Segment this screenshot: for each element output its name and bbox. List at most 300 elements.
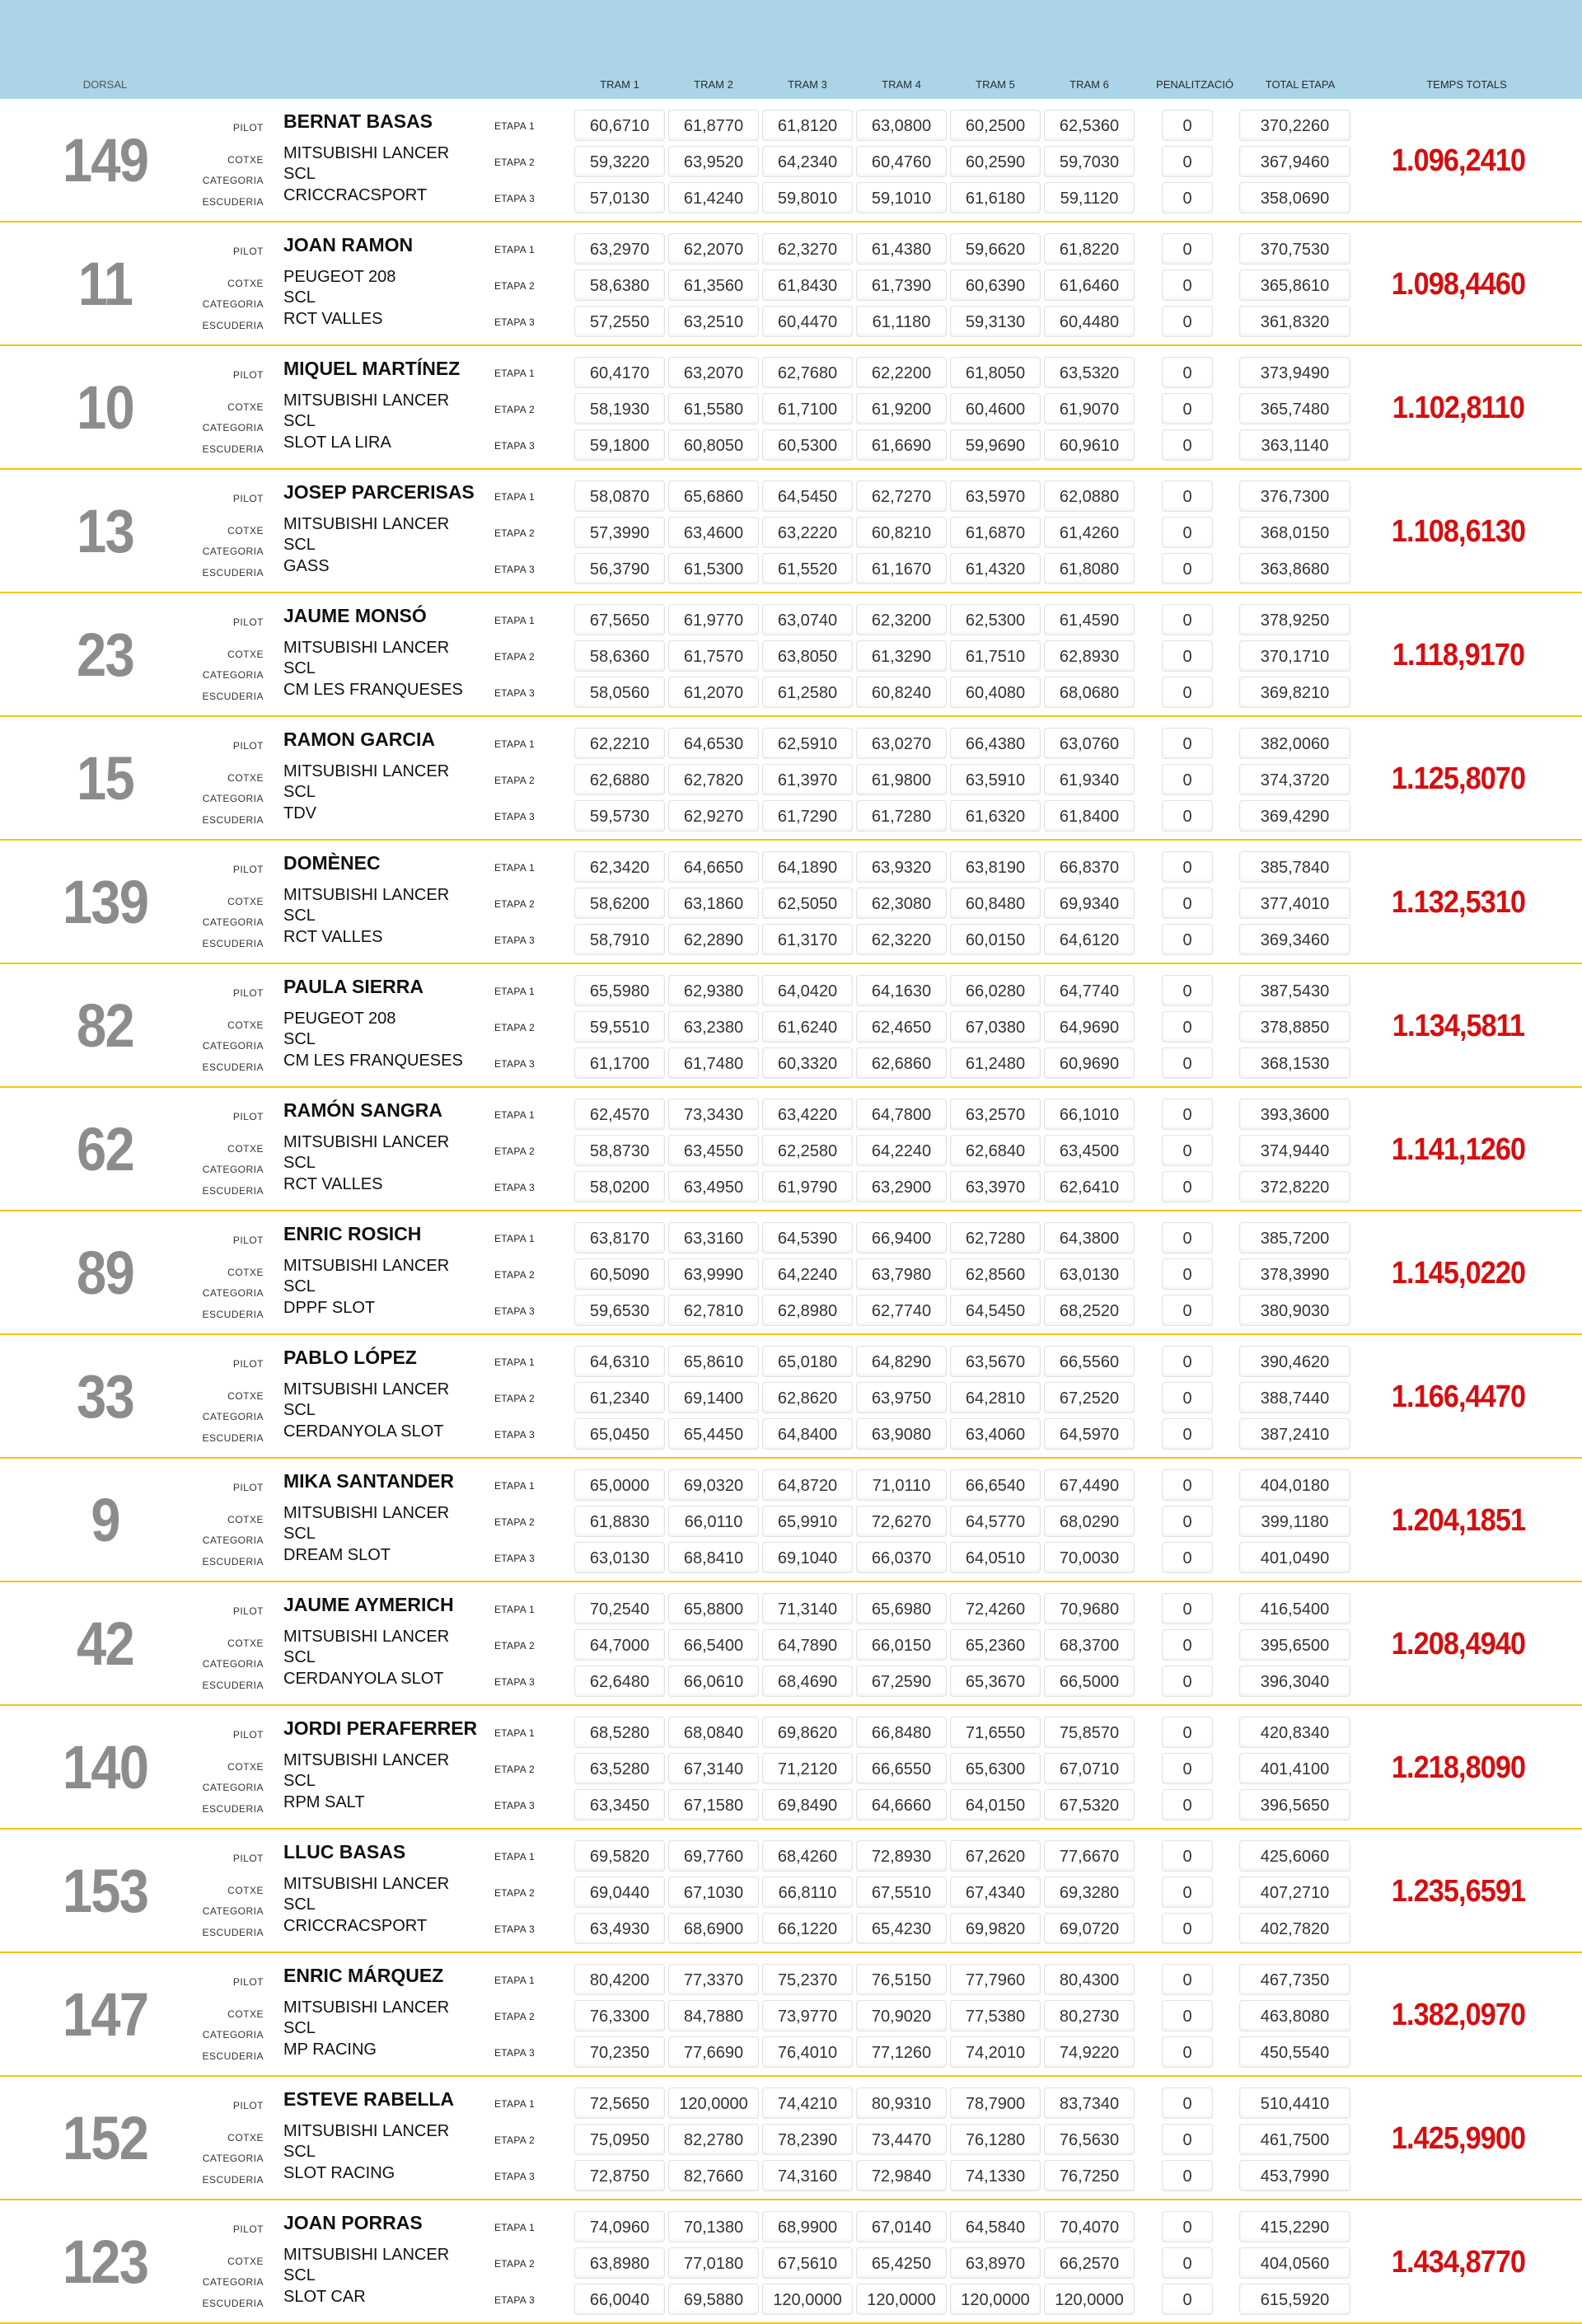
result-row [0, 1459, 1582, 1582]
tram-time-cell: 63,5320 [1044, 357, 1135, 388]
dorsal-number: 42 [77, 1609, 133, 1678]
tram-time-cell: 63,5670 [950, 1346, 1041, 1377]
tram-time-cell: 59,6530 [574, 1295, 665, 1326]
tram-time-cell: 63,9520 [668, 146, 759, 177]
tram-time-cell: 68,6900 [668, 1913, 759, 1944]
escuderia-value: SLOT RACING [283, 2164, 396, 2182]
tram-time-cell: 61,5520 [762, 553, 853, 584]
tram-time-cell: 58,0870 [574, 480, 665, 512]
tram-time-cell: 68,4690 [762, 1666, 853, 1697]
penalty-cell: 0 [1162, 1717, 1213, 1748]
tram-time-cell: 72,4260 [950, 1593, 1041, 1624]
tram-time-cell: 60,0150 [950, 924, 1041, 955]
tram-time-cell: 68,9900 [762, 2211, 853, 2242]
tram-time-cell: 63,2380 [668, 1011, 759, 1043]
pilot-label: PILOT [232, 616, 264, 628]
categoria-value: SCL [283, 659, 316, 677]
pilot-value: ENRIC ROSICH [283, 1223, 422, 1244]
escuderia-label: ESCUDERIA [202, 1556, 264, 1567]
tram-time-cell: 64,5770 [950, 1506, 1041, 1537]
escuderia-label: ESCUDERIA [202, 2298, 264, 2309]
penalty-cell: 0 [1162, 1789, 1213, 1820]
tram-time-cell: 69,9340 [1044, 888, 1135, 919]
pilot-value: BERNAT BASAS [283, 110, 433, 132]
categoria-value: SCL [283, 1154, 316, 1172]
etapa-total-cell: 425,6060 [1239, 1840, 1350, 1872]
tram-time-cell: 62,3200 [856, 604, 947, 635]
tram-time-cell: 66,0110 [668, 1506, 759, 1537]
categoria-label: CATEGORIA [202, 669, 264, 681]
tram-time-cell: 80,4200 [574, 1964, 665, 1995]
tram-time-cell: 62,6840 [950, 1135, 1041, 1166]
tram-time-cell: 61,9070 [1044, 393, 1135, 424]
categoria-value: SCL [283, 1277, 316, 1296]
cotxe-value: MITSUBISHI LANCER [283, 2122, 450, 2140]
tram-time-cell: 80,9310 [856, 2087, 947, 2119]
penalty-cell: 0 [1162, 1222, 1213, 1253]
escuderia-label: ESCUDERIA [202, 2174, 264, 2186]
dorsal-number: 23 [77, 621, 133, 689]
tram-time-cell: 64,5970 [1044, 1418, 1135, 1450]
tram-time-cell: 61,7280 [856, 800, 947, 832]
pilot-label: PILOT [232, 1235, 264, 1246]
temps-total: 1.434,8770 [1391, 2245, 1526, 2279]
categoria-value: SCL [283, 2266, 316, 2284]
tram-time-cell: 66,8110 [762, 1877, 853, 1908]
tram-time-cell: 62,4650 [856, 1011, 947, 1043]
pilot-label: PILOT [232, 1605, 264, 1617]
categoria-value: SCL [283, 412, 316, 430]
categoria-value: SCL [283, 1401, 316, 1419]
result-row [0, 1953, 1582, 2077]
tram-time-cell: 61,8220 [1044, 233, 1135, 265]
dorsal-number: 33 [77, 1362, 133, 1431]
categoria-value: SCL [283, 1895, 316, 1914]
tram-time-cell: 62,2580 [762, 1135, 853, 1166]
escuderia-label: ESCUDERIA [202, 1309, 264, 1320]
tram-time-cell: 65,2360 [950, 1629, 1041, 1661]
etapa-label: ETAPA 3 [494, 564, 536, 575]
etapa-label: ETAPA 2 [494, 1764, 536, 1775]
etapa-label: ETAPA 3 [494, 1429, 536, 1441]
tram-time-cell: 66,6540 [950, 1469, 1041, 1501]
etapa-label: ETAPA 1 [494, 1109, 536, 1121]
tram-time-cell: 64,8400 [762, 1418, 853, 1450]
header-dorsal: DORSAL [82, 78, 128, 91]
tram-time-cell: 68,3700 [1044, 1629, 1135, 1661]
etapa-label: ETAPA 1 [494, 1604, 536, 1615]
penalty-cell: 0 [1162, 1506, 1213, 1537]
tram-time-cell: 60,4760 [856, 146, 947, 177]
tram-time-cell: 61,3970 [762, 764, 853, 795]
tram-time-cell: 69,9820 [950, 1913, 1041, 1944]
penalty-cell: 0 [1162, 2211, 1213, 2242]
tram-time-cell: 70,2540 [574, 1593, 665, 1624]
tram-time-cell: 61,8770 [668, 110, 759, 141]
tram-time-cell: 61,8400 [1044, 800, 1135, 832]
tram-time-cell: 61,7390 [856, 269, 947, 301]
escuderia-label: ESCUDERIA [202, 443, 264, 455]
etapa-total-cell: 510,4410 [1239, 2087, 1350, 2119]
escuderia-label: ESCUDERIA [202, 196, 264, 208]
tram-time-cell: 60,4080 [950, 677, 1041, 708]
categoria-value: SCL [283, 1648, 316, 1666]
tram-time-cell: 63,0740 [762, 604, 853, 635]
tram-time-cell: 62,2070 [668, 233, 759, 265]
etapa-label: ETAPA 2 [494, 1146, 536, 1157]
etapa-total-cell: 374,3720 [1239, 764, 1350, 795]
tram-time-cell: 73,4470 [856, 2124, 947, 2155]
tram-time-cell: 62,3270 [762, 233, 853, 265]
penalty-cell: 0 [1162, 1840, 1213, 1872]
categoria-label: CATEGORIA [202, 175, 264, 186]
pilot-value: ENRIC MÁRQUEZ [283, 1965, 444, 1986]
cotxe-value: MITSUBISHI LANCER [283, 1504, 450, 1522]
etapa-label: ETAPA 2 [494, 1887, 536, 1899]
etapa-total-cell: 369,4290 [1239, 800, 1350, 832]
cotxe-value: MITSUBISHI LANCER [283, 1628, 450, 1646]
pilot-value: JAUME AYMERICH [283, 1594, 454, 1615]
cotxe-value: MITSUBISHI LANCER [283, 2246, 450, 2264]
tram-time-cell: 65,6300 [950, 1753, 1041, 1784]
tram-time-cell: 71,6550 [950, 1717, 1041, 1748]
penalty-cell: 0 [1162, 517, 1213, 548]
penalty-cell: 0 [1162, 924, 1213, 955]
escuderia-value: CRICCRACSPORT [283, 1917, 428, 1935]
escuderia-label: ESCUDERIA [202, 1927, 264, 1938]
tram-time-cell: 63,0130 [1044, 1258, 1135, 1290]
tram-time-cell: 62,8980 [762, 1295, 853, 1326]
dorsal-number: 153 [62, 1857, 148, 1925]
etapa-label: ETAPA 2 [494, 1516, 536, 1528]
tram-time-cell: 65,0000 [574, 1469, 665, 1501]
categoria-value: SCL [283, 2143, 316, 2161]
categoria-label: CATEGORIA [202, 298, 264, 310]
etapa-total-cell: 369,3460 [1239, 924, 1350, 955]
tram-time-cell: 76,1280 [950, 2124, 1041, 2155]
tram-time-cell: 68,5280 [574, 1717, 665, 1748]
tram-time-cell: 76,7250 [1044, 2160, 1135, 2191]
etapa-label: ETAPA 3 [494, 2294, 536, 2306]
tram-time-cell: 77,7960 [950, 1964, 1041, 1995]
temps-total: 1.134,5811 [1392, 1009, 1525, 1043]
tram-time-cell: 76,3300 [574, 2000, 665, 2031]
etapa-label: ETAPA 2 [494, 775, 536, 786]
escuderia-value: RPM SALT [283, 1793, 365, 1811]
tram-time-cell: 76,4010 [762, 2036, 853, 2068]
result-row [0, 1582, 1582, 1706]
results-table [0, 99, 1582, 2324]
cotxe-label: COTXE [227, 401, 264, 413]
tram-time-cell: 63,4060 [950, 1418, 1041, 1450]
tram-time-cell: 67,2520 [1044, 1382, 1135, 1413]
penalty-cell: 0 [1162, 393, 1213, 424]
tram-time-cell: 64,3800 [1044, 1222, 1135, 1253]
tram-time-cell: 64,7740 [1044, 975, 1135, 1006]
categoria-label: CATEGORIA [202, 422, 264, 433]
header-penalitzacio: PENALITZACIÓ [1156, 78, 1233, 91]
temps-total: 1.098,4460 [1391, 267, 1526, 302]
escuderia-label: ESCUDERIA [202, 320, 264, 331]
pilot-value: JAUME MONSÓ [283, 605, 427, 626]
tram-time-cell: 71,2120 [762, 1753, 853, 1784]
pilot-label: PILOT [232, 1853, 264, 1864]
tram-time-cell: 64,2240 [762, 1258, 853, 1290]
tram-time-cell: 61,3290 [856, 640, 947, 672]
tram-time-cell: 59,5510 [574, 1011, 665, 1043]
tram-time-cell: 84,7880 [668, 2000, 759, 2031]
tram-time-cell: 63,2570 [950, 1099, 1041, 1130]
tram-time-cell: 60,3320 [762, 1047, 853, 1079]
tram-time-cell: 60,2590 [950, 146, 1041, 177]
cotxe-label: COTXE [227, 154, 264, 166]
penalty-cell: 0 [1162, 2124, 1213, 2155]
escuderia-value: RCT VALLES [283, 1175, 383, 1193]
etapa-total-cell: 376,7300 [1239, 480, 1350, 512]
tram-time-cell: 83,7340 [1044, 2087, 1135, 2119]
header-temps-totals: TEMPS TOTALS [1426, 78, 1507, 91]
tram-time-cell: 120,0000 [762, 2284, 853, 2315]
cotxe-value: MITSUBISHI LANCER [283, 762, 450, 780]
tram-time-cell: 62,7820 [668, 764, 759, 795]
temps-total: 1.235,6591 [1391, 1874, 1526, 1909]
tram-time-cell: 59,1800 [574, 429, 665, 461]
pilot-value: MIKA SANTANDER [283, 1470, 454, 1492]
tram-time-cell: 63,8050 [762, 640, 853, 672]
tram-time-cell: 61,6870 [950, 517, 1041, 548]
tram-time-cell: 62,2890 [668, 924, 759, 955]
tram-time-cell: 63,2220 [762, 517, 853, 548]
escuderia-value: GASS [283, 557, 330, 575]
penalty-cell: 0 [1162, 1913, 1213, 1944]
etapa-total-cell: 365,8610 [1239, 269, 1350, 301]
etapa-total-cell: 467,7350 [1239, 1964, 1350, 1995]
etapa-total-cell: 374,9440 [1239, 1135, 1350, 1166]
escuderia-label: ESCUDERIA [202, 1061, 264, 1073]
cotxe-label: COTXE [227, 1390, 264, 1402]
penalty-cell: 0 [1162, 2087, 1213, 2119]
temps-total: 1.102,8110 [1392, 391, 1525, 425]
tram-time-cell: 61,8050 [950, 357, 1041, 388]
tram-time-cell: 66,4380 [950, 728, 1041, 759]
cotxe-label: COTXE [227, 1885, 264, 1896]
etapa-label: ETAPA 3 [494, 811, 536, 822]
tram-time-cell: 66,0040 [574, 2284, 665, 2315]
etapa-label: ETAPA 3 [494, 440, 536, 452]
tram-time-cell: 74,4210 [762, 2087, 853, 2119]
etapa-total-cell: 401,4100 [1239, 1753, 1350, 1784]
tram-time-cell: 63,2070 [668, 357, 759, 388]
tram-time-cell: 66,5000 [1044, 1666, 1135, 1697]
tram-time-cell: 63,9080 [856, 1418, 947, 1450]
tram-time-cell: 64,2240 [856, 1135, 947, 1166]
temps-total: 1.118,9170 [1392, 638, 1525, 672]
etapa-total-cell: 369,8210 [1239, 677, 1350, 708]
tram-time-cell: 72,8930 [856, 1840, 947, 1872]
tram-time-cell: 67,0710 [1044, 1753, 1135, 1784]
tram-time-cell: 60,8240 [856, 677, 947, 708]
tram-time-cell: 61,8430 [762, 269, 853, 301]
penalty-cell: 0 [1162, 764, 1213, 795]
penalty-cell: 0 [1162, 233, 1213, 265]
categoria-label: CATEGORIA [202, 1040, 264, 1052]
etapa-total-cell: 407,2710 [1239, 1877, 1350, 1908]
tram-time-cell: 62,6860 [856, 1047, 947, 1079]
dorsal-number: 10 [77, 373, 133, 442]
categoria-value: SCL [283, 1772, 316, 1790]
tram-time-cell: 63,4220 [762, 1099, 853, 1130]
tram-time-cell: 66,8370 [1044, 851, 1135, 883]
tram-time-cell: 69,7760 [668, 1840, 759, 1872]
tram-time-cell: 62,6480 [574, 1666, 665, 1697]
pilot-label: PILOT [232, 1111, 264, 1122]
tram-time-cell: 77,6690 [668, 2036, 759, 2068]
etapa-total-cell: 453,7990 [1239, 2160, 1350, 2191]
tram-time-cell: 63,5970 [950, 480, 1041, 512]
escuderia-label: ESCUDERIA [202, 814, 264, 826]
penalty-cell: 0 [1162, 728, 1213, 759]
tram-time-cell: 66,5400 [668, 1629, 759, 1661]
penalty-cell: 0 [1162, 1011, 1213, 1043]
tram-time-cell: 61,6320 [950, 800, 1041, 832]
tram-time-cell: 72,5650 [574, 2087, 665, 2119]
etapa-label: ETAPA 3 [494, 2047, 536, 2059]
tram-time-cell: 64,7800 [856, 1099, 947, 1130]
header-tram-5: TRAM 5 [976, 78, 1015, 91]
tram-time-cell: 67,2620 [950, 1840, 1041, 1872]
etapa-label: ETAPA 1 [494, 2098, 536, 2110]
cotxe-value: MITSUBISHI LANCER [283, 144, 450, 162]
tram-time-cell: 60,9690 [1044, 1047, 1135, 1079]
tram-time-cell: 65,0180 [762, 1346, 853, 1377]
tram-time-cell: 59,3130 [950, 306, 1041, 337]
tram-time-cell: 63,9750 [856, 1382, 947, 1413]
etapa-total-cell: 363,1140 [1239, 429, 1350, 461]
penalty-cell: 0 [1162, 800, 1213, 832]
etapa-total-cell: 401,0490 [1239, 1542, 1350, 1573]
tram-time-cell: 63,8980 [574, 2247, 665, 2279]
penalty-cell: 0 [1162, 553, 1213, 584]
result-row [0, 99, 1582, 223]
pilot-value: LLUC BASAS [283, 1841, 406, 1862]
escuderia-label: ESCUDERIA [202, 1185, 264, 1197]
penalty-cell: 0 [1162, 1629, 1213, 1661]
categoria-value: SCL [283, 1030, 316, 1048]
etapa-label: ETAPA 1 [494, 1356, 536, 1368]
tram-time-cell: 63,4600 [668, 517, 759, 548]
etapa-total-cell: 382,0060 [1239, 728, 1350, 759]
tram-time-cell: 59,6620 [950, 233, 1041, 265]
cotxe-label: COTXE [227, 2256, 264, 2267]
etapa-label: ETAPA 1 [494, 862, 536, 874]
tram-time-cell: 62,3220 [856, 924, 947, 955]
etapa-total-cell: 378,9250 [1239, 604, 1350, 635]
result-row [0, 1335, 1582, 1459]
tram-time-cell: 61,7100 [762, 393, 853, 424]
tram-time-cell: 62,7740 [856, 1295, 947, 1326]
cotxe-label: COTXE [227, 2008, 264, 2020]
penalty-cell: 0 [1162, 429, 1213, 461]
categoria-label: CATEGORIA [202, 916, 264, 928]
tram-time-cell: 66,0150 [856, 1629, 947, 1661]
cotxe-value: MITSUBISHI LANCER [283, 1380, 450, 1399]
cotxe-value: MITSUBISHI LANCER [283, 1133, 450, 1151]
tram-time-cell: 64,6650 [668, 851, 759, 883]
etapa-label: ETAPA 1 [494, 244, 536, 255]
tram-time-cell: 63,2510 [668, 306, 759, 337]
categoria-value: SCL [283, 288, 316, 307]
tram-time-cell: 72,6270 [856, 1506, 947, 1537]
tram-time-cell: 60,8480 [950, 888, 1041, 919]
tram-time-cell: 120,0000 [1044, 2284, 1135, 2315]
etapa-label: ETAPA 1 [494, 368, 536, 379]
header-tram-1: TRAM 1 [600, 78, 639, 91]
tram-time-cell: 64,8720 [762, 1469, 853, 1501]
pilot-value: JOSEP PARCERISAS [283, 481, 475, 503]
tram-time-cell: 59,1120 [1044, 182, 1135, 213]
tram-time-cell: 63,4950 [668, 1171, 759, 1202]
pilot-label: PILOT [232, 2100, 264, 2111]
tram-time-cell: 64,2340 [762, 146, 853, 177]
tram-time-cell: 61,6690 [856, 429, 947, 461]
penalty-cell: 0 [1162, 182, 1213, 213]
categoria-label: CATEGORIA [202, 793, 264, 804]
tram-time-cell: 68,0680 [1044, 677, 1135, 708]
pilot-value: MIQUEL MARTÍNEZ [283, 358, 461, 379]
penalty-cell: 0 [1162, 1171, 1213, 1202]
dorsal-number: 147 [62, 1980, 148, 2049]
penalty-cell: 0 [1162, 1382, 1213, 1413]
penalty-cell: 0 [1162, 1542, 1213, 1573]
tram-time-cell: 63,3450 [574, 1789, 665, 1820]
tram-time-cell: 64,2810 [950, 1382, 1041, 1413]
tram-time-cell: 62,4570 [574, 1099, 665, 1130]
tram-time-cell: 77,5380 [950, 2000, 1041, 2031]
tram-time-cell: 64,1890 [762, 851, 853, 883]
result-row [0, 470, 1582, 593]
tram-time-cell: 60,4480 [1044, 306, 1135, 337]
dorsal-number: 152 [62, 2104, 148, 2172]
tram-time-cell: 61,5300 [668, 553, 759, 584]
tram-time-cell: 66,1220 [762, 1913, 853, 1944]
tram-time-cell: 61,6240 [762, 1011, 853, 1043]
cotxe-label: COTXE [227, 896, 264, 907]
tram-time-cell: 65,0450 [574, 1418, 665, 1450]
pilot-value: JOAN PORRAS [283, 2212, 423, 2233]
header-tram-2: TRAM 2 [694, 78, 733, 91]
tram-time-cell: 67,5650 [574, 604, 665, 635]
categoria-label: CATEGORIA [202, 1782, 264, 1793]
tram-time-cell: 62,6410 [1044, 1171, 1135, 1202]
tram-time-cell: 59,1010 [856, 182, 947, 213]
cotxe-label: COTXE [227, 2132, 264, 2144]
tram-time-cell: 58,6360 [574, 640, 665, 672]
pilot-label: PILOT [232, 246, 264, 257]
penalty-cell: 0 [1162, 888, 1213, 919]
cotxe-value: MITSUBISHI LANCER [283, 1751, 450, 1769]
etapa-total-cell: 390,4620 [1239, 1346, 1350, 1377]
tram-time-cell: 77,0180 [668, 2247, 759, 2279]
penalty-cell: 0 [1162, 851, 1213, 883]
tram-time-cell: 68,0290 [1044, 1506, 1135, 1537]
tram-time-cell: 62,5050 [762, 888, 853, 919]
pilot-value: PABLO LÓPEZ [283, 1347, 417, 1368]
pilot-value: ESTEVE RABELLA [283, 2088, 455, 2110]
etapa-label: ETAPA 2 [494, 2011, 536, 2022]
tram-time-cell: 120,0000 [668, 2087, 759, 2119]
etapa-total-cell: 387,2410 [1239, 1418, 1350, 1450]
tram-time-cell: 64,7000 [574, 1629, 665, 1661]
